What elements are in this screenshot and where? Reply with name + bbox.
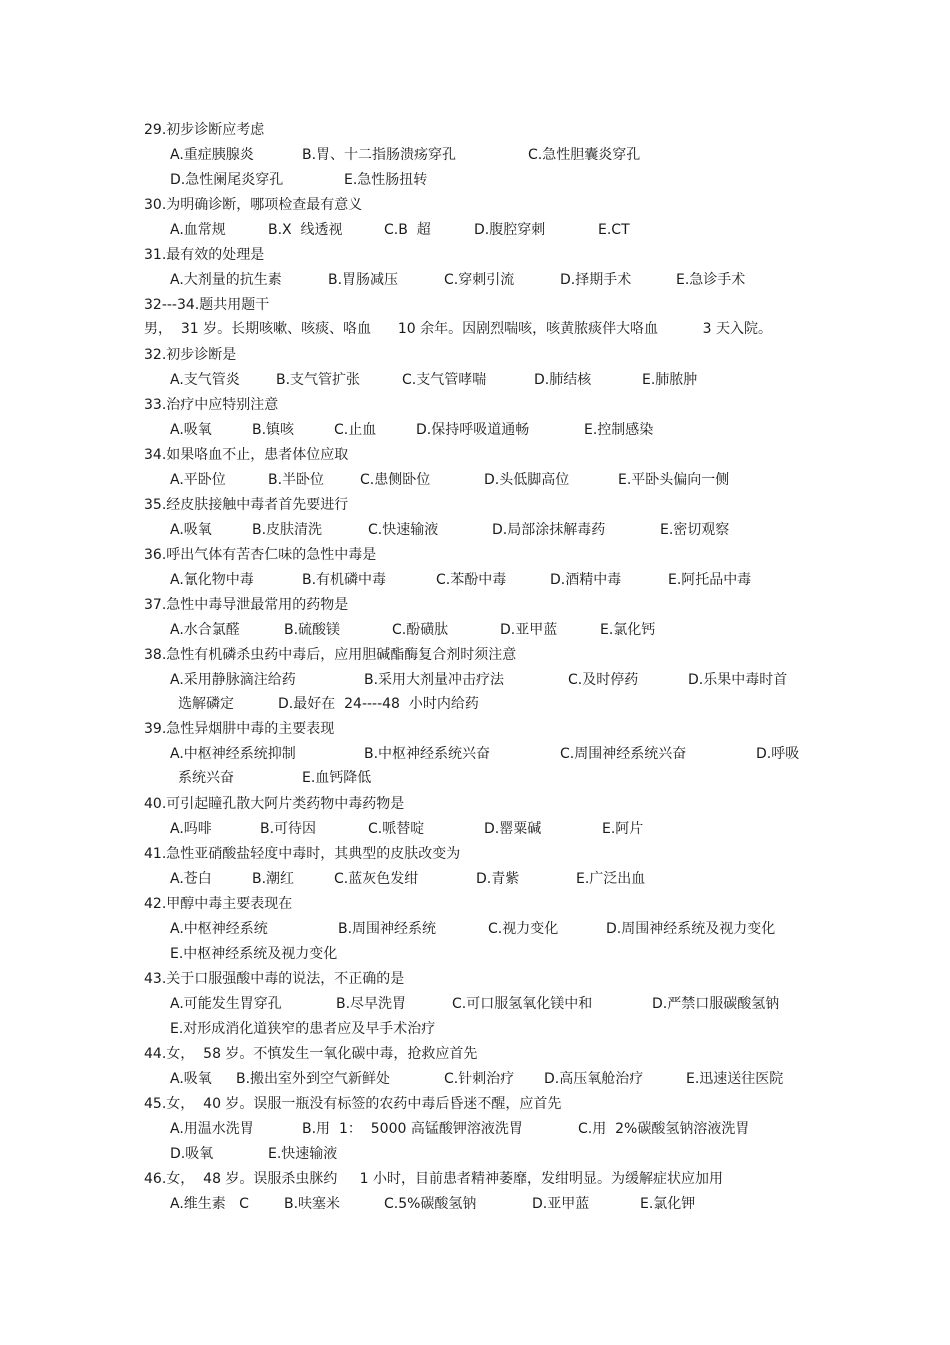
q44-option-b: B.搬出室外到空气新鲜处: [236, 1071, 391, 1087]
shared-stem-case: 男， 31 岁。长期咳嗽、咳痰、咯血 10 余年。因剧烈喘咳，咳黄脓痰伴大咯血 3 天入院。: [144, 321, 772, 337]
q44-option-a: A.吸氧: [170, 1071, 212, 1087]
question-43-stem: 43.关于口服强酸中毒的说法，不正确的是: [144, 971, 405, 987]
q36-option-d: D.酒精中毒: [550, 572, 622, 588]
q44-option-e: E.迅速送往医院: [686, 1071, 784, 1087]
q46-option-b: B.呋塞米: [284, 1196, 341, 1212]
q29-option-e: E.急性肠扭转: [344, 172, 428, 188]
question-33-stem: 33.治疗中应特别注意: [144, 397, 279, 413]
q33-option-c: C.止血: [334, 422, 377, 438]
q45-option-b: B.用 1： 5000 高锰酸钾溶液洗胃: [302, 1121, 523, 1137]
q39-option-e: E.血钙降低: [302, 770, 372, 786]
question-34-stem: 34.如果咯血不止，患者体位应取: [144, 447, 349, 463]
q36-option-b: B.有机磷中毒: [302, 572, 387, 588]
q35-option-b: B.皮肤清洗: [252, 522, 323, 538]
q30-option-c: C.B 超: [384, 222, 431, 238]
question-29-stem: 29.初步诊断应考虑: [144, 122, 265, 138]
q40-option-b: B.可待因: [260, 821, 317, 837]
q35-option-d: D.局部涂抹解毒药: [492, 522, 606, 538]
q46-option-c: C.5%碳酸氢钠: [384, 1196, 477, 1212]
q32-option-e: E.肺脓肿: [642, 372, 698, 388]
q30-option-e: E.CT: [598, 222, 630, 238]
q40-option-e: E.阿片: [602, 821, 644, 837]
q29-option-c: C.急性胆囊炎穿孔: [528, 147, 641, 163]
q39-option-c: C.周围神经系统兴奋: [560, 746, 687, 762]
q34-option-e: E.平卧头偏向一侧: [618, 472, 730, 488]
question-30-stem: 30.为明确诊断，哪项检查最有意义: [144, 197, 363, 213]
q33-option-d: D.保持呼吸道通畅: [416, 422, 530, 438]
q36-option-e: E.阿托品中毒: [668, 572, 752, 588]
q38-option-d: D.乐果中毒时首: [688, 672, 788, 688]
q29-option-d: D.急性阑尾炎穿孔: [170, 172, 284, 188]
q31-option-d: D.择期手术: [560, 272, 632, 288]
q29-option-b: B.胃、十二指肠溃疡穿孔: [302, 147, 457, 163]
q45-option-a: A.用温水洗胃: [170, 1121, 254, 1137]
q40-option-c: C.哌替啶: [368, 821, 425, 837]
q35-option-c: C.快速输液: [368, 522, 439, 538]
q46-option-d: D.亚甲蓝: [532, 1196, 590, 1212]
question-46-stem: 46.女， 48 岁。误服杀虫脒约 1 小时，目前患者精神萎靡，发绀明显。为缓解症状应加用: [144, 1171, 724, 1187]
q33-option-a: A.吸氧: [170, 422, 212, 438]
q45-option-e: E.快速输液: [268, 1146, 338, 1162]
q45-option-d: D.吸氧: [170, 1146, 214, 1162]
q36-option-a: A.氰化物中毒: [170, 572, 254, 588]
q39-option-a: A.中枢神经系统抑制: [170, 746, 296, 762]
q37-option-a: A.水合氯醛: [170, 622, 240, 638]
q32-option-b: B.支气管扩张: [276, 372, 361, 388]
question-39-stem: 39.急性异烟肼中毒的主要表现: [144, 721, 335, 737]
q38-option-a: A.采用静脉滴注给药: [170, 672, 296, 688]
question-31-stem: 31.最有效的处理是: [144, 247, 265, 263]
q40-option-d: D.罂粟碱: [484, 821, 542, 837]
q38-option-d2: D.最好在 24----48 小时内给药: [278, 696, 479, 712]
q33-option-e: E.控制感染: [584, 422, 654, 438]
q34-option-c: C.患侧卧位: [360, 472, 431, 488]
q37-option-e: E.氯化钙: [600, 622, 656, 638]
q38-option-c: C.及时停药: [568, 672, 639, 688]
q41-option-b: B.潮红: [252, 871, 295, 887]
q41-option-a: A.苍白: [170, 871, 212, 887]
q42-option-b: B.周围神经系统: [338, 921, 437, 937]
shared-stem-title: 32---34.题共用题干: [144, 297, 270, 313]
q31-option-b: B.胃肠减压: [328, 272, 399, 288]
q35-option-e: E.密切观察: [660, 522, 730, 538]
question-37-stem: 37.急性中毒导泄最常用的药物是: [144, 597, 349, 613]
q33-option-b: B.镇咳: [252, 422, 295, 438]
q39-option-b: B.中枢神经系统兴奋: [364, 746, 491, 762]
q30-option-b: B.X 线透视: [268, 222, 343, 238]
q34-option-a: A.平卧位: [170, 472, 226, 488]
q43-option-b: B.尽早洗胃: [336, 996, 407, 1012]
q44-option-d: D.高压氧舱治疗: [544, 1071, 644, 1087]
q42-option-e: E.中枢神经系统及视力变化: [170, 946, 338, 962]
q31-option-a: A.大剂量的抗生素: [170, 272, 282, 288]
q31-option-e: E.急诊手术: [676, 272, 746, 288]
q43-option-d: D.严禁口服碳酸氢钠: [652, 996, 780, 1012]
q29-option-a: A.重症胰腺炎: [170, 147, 254, 163]
q42-option-d: D.周围神经系统及视力变化: [606, 921, 776, 937]
q35-option-a: A.吸氧: [170, 522, 212, 538]
q36-option-c: C.苯酚中毒: [436, 572, 507, 588]
q30-option-d: D.腹腔穿刺: [474, 222, 546, 238]
q46-option-e: E.氯化钾: [640, 1196, 696, 1212]
question-36-stem: 36.呼出气体有苦杏仁味的急性中毒是: [144, 547, 377, 563]
q31-option-c: C.穿刺引流: [444, 272, 515, 288]
q43-option-c: C.可口服氢氧化镁中和: [452, 996, 593, 1012]
question-42-stem: 42.甲醇中毒主要表现在: [144, 896, 293, 912]
q39-option-d: D.呼吸: [756, 746, 800, 762]
q34-option-d: D.头低脚高位: [484, 472, 570, 488]
q41-option-d: D.青紫: [476, 871, 520, 887]
question-35-stem: 35.经皮肤接触中毒者首先要进行: [144, 497, 349, 513]
q41-option-e: E.广泛出血: [576, 871, 646, 887]
question-32-stem: 32.初步诊断是: [144, 347, 237, 363]
q37-option-b: B.硫酸镁: [284, 622, 341, 638]
q37-option-d: D.亚甲蓝: [500, 622, 558, 638]
q39-option-d-continued: 系统兴奋: [178, 770, 234, 786]
question-46-options: [170, 1195, 696, 1321]
q42-option-a: A.中枢神经系统: [170, 921, 268, 937]
q42-option-c: C.视力变化: [488, 921, 559, 937]
q41-option-c: C.蓝灰色发绀: [334, 871, 419, 887]
q32-option-a: A.支气管炎: [170, 372, 240, 388]
question-38-stem: 38.急性有机磷杀虫药中毒后，应用胆碱酯酶复合剂时须注意: [144, 647, 517, 663]
q32-option-c: C.支气管哮喘: [402, 372, 487, 388]
q38-option-d-continued: 选解磷定: [178, 696, 234, 712]
q37-option-c: C.酚磺肽: [392, 622, 449, 638]
q45-option-c: C.用 2%碳酸氢钠溶液洗胃: [578, 1121, 750, 1137]
q32-option-d: D.肺结核: [534, 372, 592, 388]
q40-option-a: A.吗啡: [170, 821, 212, 837]
question-45-stem: 45.女， 40 岁。误服一瓶没有标签的农药中毒后昏迷不醒，应首先: [144, 1096, 562, 1112]
q44-option-c: C.针刺治疗: [444, 1071, 515, 1087]
q46-option-a: A.维生素 C: [170, 1196, 249, 1212]
q34-option-b: B.半卧位: [268, 472, 325, 488]
question-40-stem: 40.可引起瞳孔散大阿片类药物中毒药物是: [144, 796, 405, 812]
question-41-stem: 41.急性亚硝酸盐轻度中毒时，其典型的皮肤改变为: [144, 846, 461, 862]
q38-option-b: B.采用大剂量冲击疗法: [364, 672, 505, 688]
q43-option-a: A.可能发生胃穿孔: [170, 996, 282, 1012]
question-44-stem: 44.女， 58 岁。不慎发生一氧化碳中毒，抢救应首先: [144, 1046, 478, 1062]
q30-option-a: A.血常规: [170, 222, 226, 238]
q43-option-e: E.对形成消化道狭窄的患者应及早手术治疗: [170, 1021, 436, 1037]
